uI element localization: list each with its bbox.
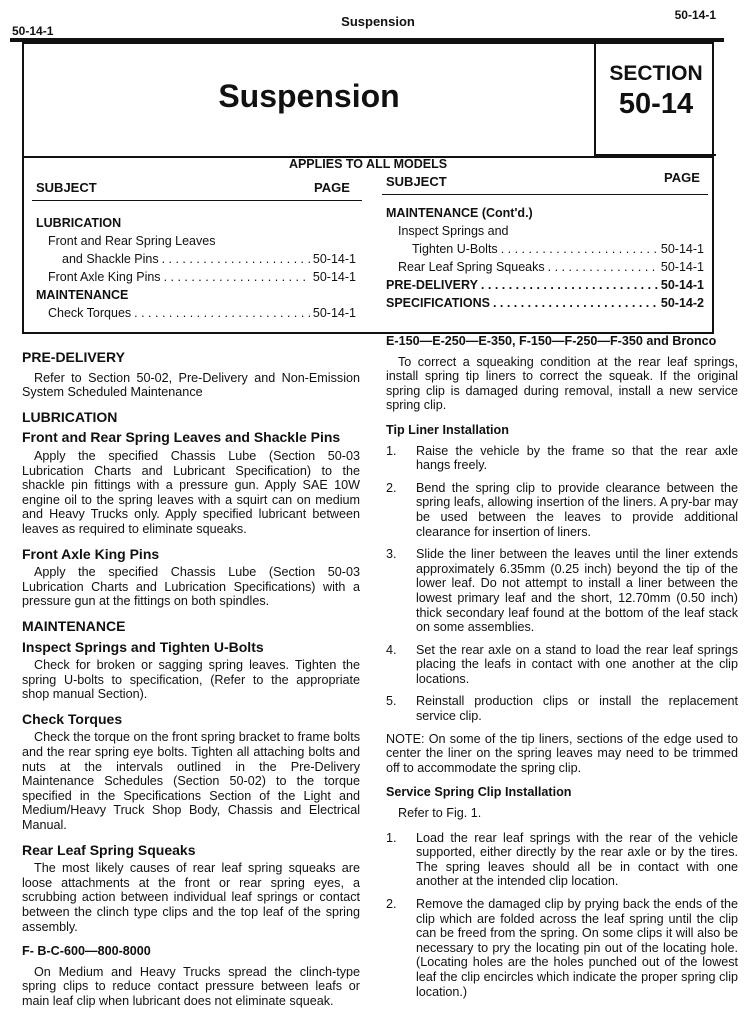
toc-dot-leader [134, 304, 310, 322]
subsection-heading: Rear Leaf Spring Squeaks [22, 841, 196, 858]
body-paragraph: Refer to Section 50-02, Pre-Delivery and Non-Emission System Scheduled Maintenance [22, 370, 360, 400]
section-title: Suspension [218, 78, 400, 114]
toc-entry [36, 304, 356, 322]
toc-heading: MAINTENANCE (Cont'd.) [386, 206, 533, 220]
toc-heading: MAINTENANCE [36, 288, 129, 302]
body-paragraph: Apply the specified Chassis Lube (Section 50-03 Lubrication Charts and Lubrication Specifications) with a pressure gun at the fittings on both spindles. [22, 565, 360, 609]
step-item [386, 547, 738, 635]
toc-entry [386, 258, 704, 276]
body-paragraph: Apply the specified Chassis Lube (Section 50-03 Lubrication Charts and Lubricant Specification) to the shackle pin fittings with a pressure gun. Apply SAE 10W engine oil to the spring leaves with a squirt can on medium and Heavy Trucks only. Apply specified lubricant between leaves as required to eliminate squeaks. [22, 448, 360, 536]
step-number: 4. [386, 642, 397, 657]
toc-entry-subject: Check Torques [48, 306, 132, 320]
step-number: 3. [386, 547, 397, 562]
toc-entry-page: 50-14-1 [660, 242, 704, 256]
step-item [386, 897, 738, 999]
body-paragraph: On Medium and Heavy Trucks spread the clinch-type spring clips to reduce contact pressure between leafs or main leaf clip when lubricant does not eliminate squeak. [22, 964, 360, 1008]
subsection-heading: Front Axle King Pins [22, 545, 160, 562]
step-text: Slide the liner between the leaves until the liner extends approximately 6.35mm (0.25 inch) beyond the tip of the lower leaf. Do not attempt to install a liner between the lowest primary leaf and the short, 12.70mm (0.50 inch) thick secondary leaf found at the bottom of the leaf stack on some assemblies. [416, 547, 738, 635]
step-item [386, 444, 738, 473]
toc-left-list [36, 214, 356, 322]
body-paragraph: Check the torque on the front spring bracket to frame bolts and the rear spring eye bolts. Tighten all attaching bolts and nuts at the intervals outlined in the Pre-Delivery Maintenance Schedules (Section 50-02) to the torque specified in the Specifications Section of the Light and Medium/Heavy Truck Shop Body, Chassis and Electrical Manual. [22, 730, 360, 833]
toc-entry-page: 50-14-1 [312, 252, 356, 266]
step-text: Bend the spring clip to provide clearance between the spring leafs, allowing insertion of the liners. A pry-bar may be used between the leaves to provide additional clearance for insertion of liners. [416, 480, 738, 539]
toc-entry-page: 50-14-1 [660, 278, 704, 292]
toc-heading: LUBRICATION [36, 216, 122, 230]
toc-left-page-header: PAGE [314, 180, 350, 195]
minor-heading: E-150—E-250—E-350, F-150—F-250—F-350 and Bronco [386, 334, 717, 348]
toc-entry-page: 50-14-1 [312, 306, 356, 320]
toc-left-subject-header: SUBJECT [36, 180, 97, 195]
numbered-steps [386, 831, 738, 1000]
applies-to-models: APPLIES TO ALL MODELS [288, 157, 448, 171]
step-number: 2. [386, 897, 397, 911]
section-heading: LUBRICATION [22, 408, 118, 425]
subsection-heading: Check Torques [22, 710, 123, 727]
toc-entry [386, 276, 704, 294]
step-item [386, 643, 738, 687]
step-item [386, 694, 738, 723]
toc-dot-leader [162, 250, 310, 268]
title-box [22, 42, 714, 334]
running-header-title: Suspension [341, 14, 415, 29]
minor-heading: Service Spring Clip Installation [386, 785, 572, 800]
toc-entry-subject: Tighten U-Bolts [412, 242, 498, 256]
toc-left-rule [32, 200, 362, 201]
toc-entry-subject: SPECIFICATIONS [386, 296, 490, 310]
step-number: 1. [386, 830, 397, 845]
toc-entry [386, 240, 704, 258]
toc-dot-leader [493, 294, 658, 312]
minor-heading: Tip Liner Installation [386, 422, 509, 437]
section-heading: PRE-DELIVERY [22, 349, 125, 365]
body-left-column [22, 344, 360, 1019]
subsection-heading: Inspect Springs and Tighten U-Bolts [22, 638, 264, 655]
toc-entry [36, 268, 356, 286]
toc-right-rule [382, 194, 708, 195]
step-text: Remove the damaged clip by prying back the ends of the clip which are folded across the leaf spring until the clip can be freed from the spring. On some clips it will also be necessary to pry the locating pin out of the locating hole. (Locating holes are the holes punched out of the lowest leaf the clip encircles which indicate the proper spring clip location.) [416, 897, 738, 999]
toc-right-subject-header: SUBJECT [386, 174, 447, 189]
step-text: Set the rear axle on a stand to load the rear leaf springs placing the leafs in contact with one another at the clip locations. [416, 642, 738, 686]
subsection-heading: Front and Rear Spring Leaves and Shackle Pins [22, 429, 341, 446]
toc-entry-subject: PRE-DELIVERY [386, 278, 478, 292]
body-right-column [386, 330, 738, 1007]
toc-dot-leader [548, 258, 658, 276]
body-paragraph: Check for broken or sagging spring leaves. Tighten the spring U-bolts to specification, (Refer to the appropriate shop manual Section). [22, 658, 360, 702]
step-item [386, 831, 738, 889]
body-paragraph: To correct a squeaking condition at the rear leaf springs, install spring tip liners to correct the squeak. If the original spring clip is damaged during removal, install a new service spring clip. [386, 354, 738, 413]
toc-dot-leader [481, 276, 658, 294]
toc-right-list [386, 204, 704, 312]
body-paragraph: The most likely causes of rear leaf spring squeaks are loose attachments at the front or rear spring eyes, a scrubbing action between individual leaf springs or contact between the clinch type clips and the top leaf of the spring assembly. [22, 861, 360, 934]
running-header-page-right: 50-14-1 [674, 8, 716, 22]
note-paragraph: NOTE: On some of the tip liners, sections of the edge used to center the liner on the spring leaves may need to be trimmed off to accommodate the spring clip. [386, 731, 738, 775]
toc-right-page-header: PAGE [664, 170, 700, 185]
step-text: Reinstall production clips or install the replacement service clip. [416, 694, 738, 724]
section-number-box [594, 42, 716, 156]
toc-entry [36, 250, 356, 268]
step-number: 5. [386, 694, 397, 709]
toc-entry-page: 50-14-1 [660, 260, 704, 274]
step-number: 1. [386, 443, 397, 458]
step-number: 2. [386, 480, 397, 495]
running-header-page-left: 50-14-1 [12, 24, 54, 38]
step-text: Load the rear leaf springs with the rear of the vehicle supported, either directly by the rear axle or by the tires. The spring leaves should all be in contact with one another at the intended clip location. [416, 830, 738, 889]
step-item [386, 481, 738, 539]
toc-entry [386, 294, 704, 312]
toc-entry-page: 50-14-2 [660, 296, 704, 310]
section-label: SECTION [609, 62, 703, 85]
body-paragraph: Refer to Fig. 1. [398, 806, 482, 821]
toc-dot-leader [501, 240, 658, 258]
section-heading: MAINTENANCE [22, 617, 126, 634]
toc-subject-line: Front and Rear Spring Leaves [48, 234, 216, 248]
minor-heading: F- B-C-600—800-8000 [22, 944, 151, 959]
toc-entry-subject: Front Axle King Pins [48, 270, 161, 284]
toc-entry-subject: Rear Leaf Spring Squeaks [398, 260, 545, 274]
numbered-steps [386, 444, 738, 724]
toc-entry-page: 50-14-1 [312, 270, 356, 284]
section-number: 50-14 [618, 88, 694, 120]
toc-entry-subject: and Shackle Pins [62, 252, 159, 266]
step-text: Raise the vehicle by the frame so that the rear axle hangs freely. [416, 443, 738, 473]
toc-subject-line: Inspect Springs and [398, 224, 509, 238]
toc-dot-leader [164, 268, 310, 286]
